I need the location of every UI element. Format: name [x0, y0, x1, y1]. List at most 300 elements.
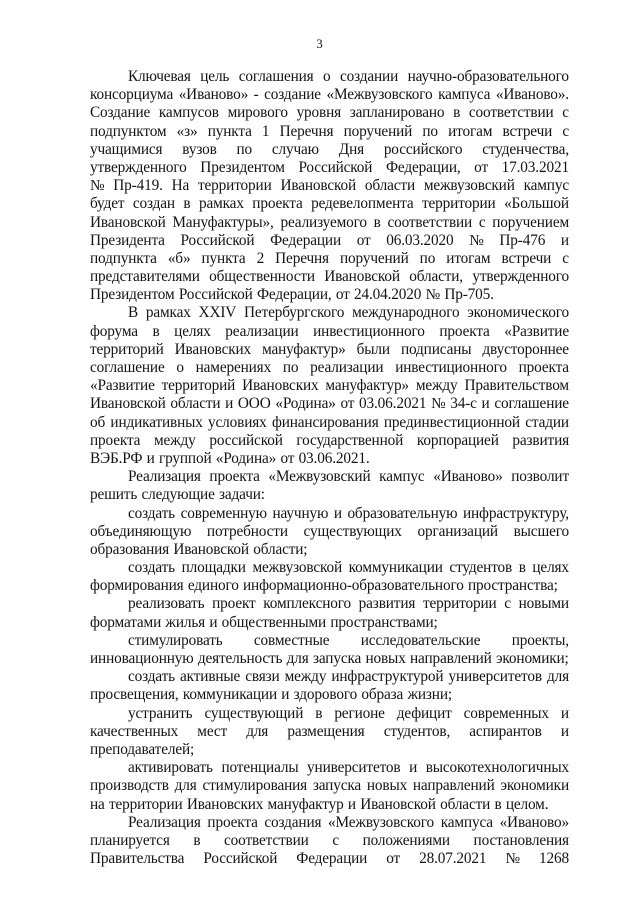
word: № [425, 286, 441, 304]
word: решить [90, 486, 138, 504]
text-line [90, 686, 569, 704]
word: по [282, 359, 299, 376]
word: образа [361, 686, 404, 704]
word: области [170, 395, 221, 413]
word: в [315, 704, 323, 722]
word: территории [198, 177, 272, 195]
word: инвестиционного [395, 359, 507, 376]
paragraph [90, 559, 569, 595]
word: и [146, 449, 155, 467]
word: двустороннее [482, 340, 569, 358]
word: Ивановской [324, 268, 400, 286]
word: от [335, 286, 350, 304]
text-line [90, 177, 569, 195]
word: об [90, 413, 106, 431]
word: от [340, 395, 355, 413]
word: Правительством [464, 377, 569, 395]
word: проекта [252, 195, 303, 213]
word: соглашение [90, 359, 165, 376]
word: реализовать [128, 595, 205, 613]
word: в [193, 831, 201, 849]
word: корпорацией [416, 431, 499, 449]
word: комплексного [263, 595, 351, 613]
text-line [90, 123, 569, 141]
word: Пр-476 [499, 231, 546, 249]
word: межвузовский [423, 177, 515, 195]
paragraph [90, 814, 569, 869]
word: пространства; [468, 577, 558, 595]
word: в [373, 213, 381, 231]
word: от [474, 158, 489, 176]
word: Федерации, [256, 286, 332, 304]
word: научную [272, 504, 329, 522]
text-line [90, 159, 569, 177]
word: кампуса [438, 86, 491, 104]
word: рамках [145, 304, 191, 322]
word: кампус [379, 468, 425, 486]
word: экономики [500, 777, 569, 795]
word: На [171, 177, 190, 195]
word: мануфактур [267, 795, 344, 813]
word: существующий [204, 704, 304, 722]
word: соглашение [494, 395, 569, 413]
word: от [386, 850, 401, 868]
word: создать [128, 504, 175, 522]
word: Правительства [90, 850, 185, 868]
word: итогам [446, 249, 491, 267]
word: поручений [339, 249, 409, 267]
text-line [90, 286, 569, 304]
word: для [286, 650, 309, 667]
word: 24.04.2020 [353, 286, 422, 304]
word: группой [158, 449, 212, 467]
word: в [183, 195, 191, 213]
word: регионе [334, 704, 385, 722]
paragraph [90, 468, 569, 504]
word: «Межвузовский [268, 468, 371, 486]
word: создан [132, 195, 175, 213]
word: пункта [201, 249, 246, 267]
word: активные [180, 668, 241, 686]
word: создания [264, 813, 322, 831]
text-line [90, 268, 569, 286]
word: экономического [467, 304, 569, 322]
word: будет [90, 195, 125, 213]
word: создание [264, 86, 321, 104]
word: стимулировать [128, 631, 223, 649]
word: консорциума [90, 86, 174, 104]
word: в [518, 559, 526, 577]
word: встречи [502, 122, 553, 140]
word: целях [532, 559, 569, 577]
text-line [90, 814, 569, 832]
word: активировать [128, 759, 213, 777]
text-line [90, 323, 569, 341]
word: представителями [90, 268, 200, 286]
word: по [236, 140, 253, 158]
word: по [422, 122, 438, 140]
word: соответствии [387, 213, 473, 231]
word: проект [212, 595, 256, 613]
word: новых [366, 777, 408, 795]
word: и [281, 686, 290, 704]
word: формирования [90, 577, 184, 595]
text-line [90, 577, 569, 595]
word: Российской [203, 850, 278, 868]
word: территорий [161, 377, 236, 395]
word: Российской [178, 286, 253, 304]
word: области; [253, 540, 308, 558]
word: высшего [513, 522, 569, 540]
text-line [90, 214, 569, 232]
word: Перечня [275, 249, 329, 267]
word: создать [128, 668, 175, 686]
word: объединяющую [90, 522, 192, 540]
paragraph [90, 632, 569, 668]
paragraph [90, 595, 569, 631]
word: проекта [439, 322, 490, 340]
text-line [90, 232, 569, 250]
text-line [90, 68, 569, 86]
word: «б» [167, 249, 191, 267]
word: и [209, 613, 218, 631]
text-line [90, 523, 569, 541]
word: и [225, 395, 234, 413]
word: позволит [511, 468, 569, 486]
word: Федерации, [385, 158, 461, 176]
word: цель [200, 68, 230, 85]
word: Ивановских [186, 795, 264, 813]
text-line [90, 668, 569, 686]
word: проекта [518, 359, 569, 376]
text-line [90, 450, 569, 468]
word: области [364, 177, 415, 195]
word: следующие [141, 486, 215, 504]
document-body [90, 68, 569, 868]
word: современных [463, 704, 549, 722]
text-line [90, 595, 569, 613]
word: российского [383, 140, 463, 158]
word: для [174, 777, 197, 795]
text-line [90, 341, 569, 359]
word: о [323, 68, 331, 85]
word: университетов [448, 668, 542, 686]
word: кампус [523, 177, 569, 195]
word: поручений [343, 122, 413, 140]
word: уровня [296, 104, 342, 122]
word: жизни; [407, 686, 452, 704]
word: организаций [417, 522, 498, 540]
word: - [253, 86, 259, 104]
word: коммуникации [182, 686, 278, 704]
word: области, [409, 268, 463, 286]
word: стадии [525, 413, 569, 431]
word: Федерации [296, 850, 368, 868]
word: учащимися [90, 140, 163, 158]
word: условиях [208, 413, 267, 431]
text-line [90, 777, 569, 795]
word: развития [358, 595, 416, 613]
word: задачи: [219, 486, 265, 504]
word: 1268 [538, 850, 569, 868]
word: форматами [90, 613, 162, 631]
word: здорового [293, 686, 358, 704]
word: Ивановской [360, 795, 436, 813]
word: рамках [198, 195, 244, 213]
word: «Иваново» [433, 468, 503, 486]
word: и [560, 722, 569, 740]
word: итогам [448, 122, 493, 140]
text-line [90, 759, 569, 777]
word: XXIV [198, 304, 237, 322]
word: исследовательские [360, 631, 481, 649]
word: развития [512, 431, 569, 449]
word: «Иваново». [495, 86, 569, 104]
word: запуска [312, 650, 362, 667]
word: утвержденного [472, 268, 569, 286]
word: постановления [473, 831, 569, 849]
word: планируется [90, 831, 170, 849]
word: «Большой [504, 195, 569, 213]
word: университетов [307, 759, 401, 777]
text-line [90, 486, 569, 504]
word: проекта [207, 813, 258, 831]
word: студенчества, [482, 140, 569, 158]
word: инфраструктурой [331, 668, 444, 686]
paragraph [90, 68, 569, 304]
paragraph [90, 505, 569, 560]
word: В [128, 304, 139, 322]
word: индикативных [110, 413, 203, 431]
word: ООО [237, 395, 271, 413]
word: утвержденного [90, 158, 187, 176]
word: с [562, 104, 569, 122]
word: подпункта [90, 249, 157, 267]
word: «Межвузовского [326, 86, 433, 104]
word: по [419, 249, 436, 267]
text-line [90, 614, 569, 632]
word: создать [128, 559, 175, 577]
word: территории [108, 795, 183, 813]
word: Реализация [128, 468, 201, 486]
word: в [494, 795, 502, 813]
text-line [90, 632, 569, 650]
word: производств [90, 777, 169, 795]
word: общественности [209, 268, 315, 286]
word: 03.06.2021. [298, 449, 370, 467]
word: Ивановских [242, 377, 319, 395]
word: «Развитие [90, 377, 155, 395]
word: инвестиционного [313, 322, 425, 340]
word: потенциалы [221, 759, 299, 777]
word: «Иваново» [499, 813, 569, 831]
word: № [469, 231, 484, 249]
text-line [90, 559, 569, 577]
text-line [90, 432, 569, 450]
word: Реализация [128, 813, 201, 831]
word: территории [421, 195, 496, 213]
word: с [478, 213, 486, 231]
word: форума [90, 322, 138, 340]
text-line [90, 468, 569, 486]
word: инфраструктуру, [462, 504, 569, 522]
word: встречи [501, 249, 552, 267]
word: Президентом [90, 286, 175, 304]
word: «Развитие [504, 322, 569, 340]
word: направлений [412, 777, 495, 795]
text-line [90, 141, 569, 159]
word: преподавателей; [90, 740, 195, 758]
word: в [453, 104, 461, 122]
word: Пр-419. [113, 177, 163, 195]
word: качественных [90, 722, 179, 740]
word: проекта [209, 468, 260, 486]
word: запуска [312, 777, 362, 795]
word: № [505, 850, 520, 868]
word: с [332, 831, 339, 849]
word: Петербургского [244, 304, 345, 322]
word: мест [197, 722, 228, 740]
word: новых [365, 650, 406, 667]
word: единого [187, 577, 239, 595]
word: Создание [90, 104, 151, 122]
word: между [415, 377, 458, 395]
word: 28.07.2021 [419, 850, 487, 868]
word: «Иваново» [178, 86, 249, 104]
paragraph [90, 304, 569, 468]
text-line [90, 195, 569, 213]
word: стимулирования [202, 777, 308, 795]
word: потребности [206, 522, 288, 540]
text-line [90, 414, 569, 432]
word: государственной [296, 431, 404, 449]
word: намерениях [195, 359, 272, 376]
word: аспирантов [469, 722, 542, 740]
paragraph [90, 759, 569, 814]
word: жилья [165, 613, 206, 631]
word: Ивановской [90, 213, 166, 231]
word: российской [209, 431, 283, 449]
word: Российской [180, 231, 255, 249]
word: пространствами; [330, 613, 438, 631]
word: современную [180, 504, 267, 522]
word: мануфактур» [325, 377, 409, 395]
word: размещения [287, 722, 365, 740]
word: проекта [90, 431, 141, 449]
word: дефицит [396, 704, 452, 722]
word: с [562, 122, 569, 140]
text-line [90, 850, 569, 868]
word: кампуса [440, 813, 493, 831]
word: Ивановской [280, 177, 357, 195]
word: существующих [303, 522, 402, 540]
word: «з» [176, 122, 198, 140]
text-line [90, 705, 569, 723]
word: соглашения [238, 68, 314, 85]
word: 34-с [450, 395, 477, 413]
word: случаю [271, 140, 319, 158]
word: № [90, 177, 105, 195]
word: студентов [449, 559, 513, 577]
word: межвузовской [252, 559, 343, 577]
text-line [90, 796, 569, 814]
word: на [90, 795, 105, 813]
text-line [90, 832, 569, 850]
word: целом. [505, 795, 549, 813]
word: мирового [227, 104, 288, 122]
word: были [356, 340, 390, 358]
text-line [90, 377, 569, 395]
word: информационно-образовательного [243, 577, 464, 595]
word: высокотехнологичных [425, 759, 569, 777]
word: Дня [338, 140, 364, 158]
word: 17.03.2021 [501, 158, 569, 176]
word: области [440, 795, 491, 813]
word: и [333, 504, 342, 522]
word: в [152, 322, 160, 340]
word: с [504, 595, 511, 613]
text-line [90, 505, 569, 523]
text-line [90, 250, 569, 268]
word: для [546, 668, 569, 686]
word: реализации [225, 322, 299, 340]
word: соответствии [468, 104, 554, 122]
word: финансирования [271, 413, 379, 431]
word: поручением [492, 213, 569, 231]
text-line [90, 395, 569, 413]
paragraph [90, 705, 569, 760]
word: запланировано [349, 104, 445, 122]
word: территорий [90, 340, 164, 358]
word: просвещения, [90, 686, 179, 704]
word: международного [352, 304, 460, 322]
word: 1 [261, 122, 270, 140]
word: подпунктом [90, 122, 167, 140]
word: коммуникации [348, 559, 443, 577]
word: Президента [90, 231, 165, 249]
text-line [90, 723, 569, 741]
word: общественными [221, 613, 327, 631]
word: между [153, 431, 196, 449]
word: связи [245, 668, 280, 686]
word: Федерации [270, 231, 341, 249]
word: соответствии [224, 831, 309, 849]
text-line [90, 650, 569, 668]
word: для [246, 722, 269, 740]
word: совместные [253, 631, 330, 649]
word: «Межвузовского [328, 813, 435, 831]
page-number: 3 [316, 36, 323, 51]
word: от [280, 449, 295, 467]
word: мануфактур» [262, 340, 346, 358]
word: пункта [207, 122, 252, 140]
word: 03.06.2021 [359, 395, 427, 413]
text-line [90, 86, 569, 104]
word: от [356, 231, 371, 249]
word: 06.03.2020 [386, 231, 454, 249]
word: Российской [298, 158, 373, 176]
word: Перечня [279, 122, 334, 140]
text-line [90, 359, 569, 377]
word: деятельность [197, 650, 283, 667]
word: 2 [256, 249, 265, 267]
word: новыми [518, 595, 569, 613]
word: реализуемого [280, 213, 367, 231]
word: прединвестиционной [383, 413, 520, 431]
word: устранить [128, 704, 193, 722]
word: реализации [310, 359, 384, 376]
word: образования [90, 540, 170, 558]
